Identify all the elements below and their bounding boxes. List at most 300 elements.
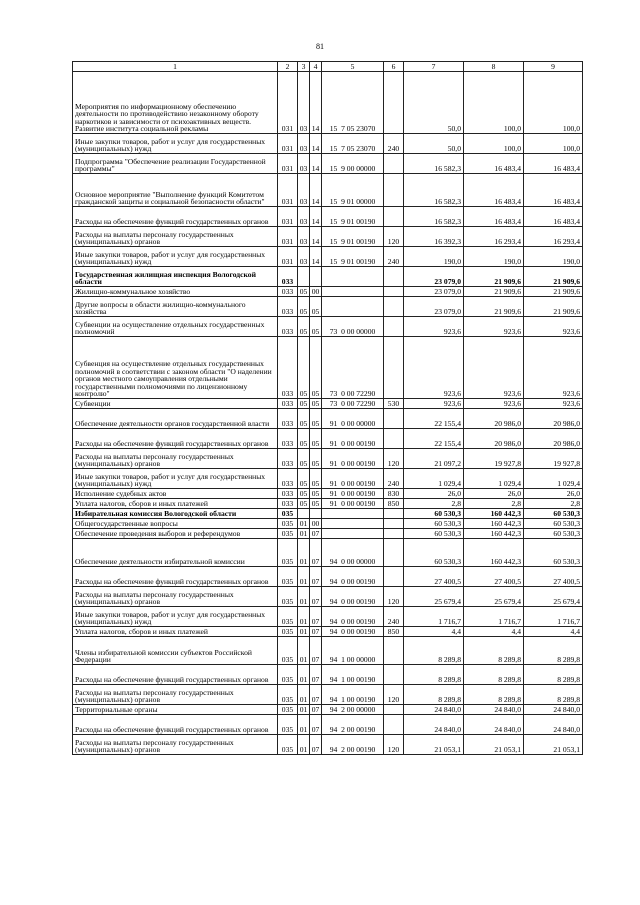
expense-type-code: 530 (384, 399, 404, 409)
section-code: 01 (298, 665, 310, 685)
amount-col8: 1 029,4 (464, 469, 524, 489)
section-code: 05 (298, 297, 310, 317)
amount-col9: 60 530,3 (524, 509, 583, 519)
ministry-code: 035 (278, 685, 298, 705)
amount-col7: 190,0 (404, 247, 464, 267)
expense-type-code: 120 (384, 587, 404, 607)
amount-col8: 100,0 (464, 134, 524, 154)
table-row (73, 607, 583, 627)
target-article-code: 94 0 00 00190 (322, 607, 384, 627)
header-cell: 4 (310, 62, 322, 72)
ministry-code: 035 (278, 567, 298, 587)
amount-col9: 26,0 (524, 489, 583, 499)
section-code (298, 509, 310, 519)
row-name: Иные закупки товаров, работ и услуг для государственных (муниципальных) нужд (73, 607, 278, 627)
amount-col9: 923,6 (524, 399, 583, 409)
amount-col7: 923,6 (404, 399, 464, 409)
expense-type-code (384, 297, 404, 317)
target-article-code: 94 0 00 00190 (322, 567, 384, 587)
subsection-code: 07 (310, 539, 322, 567)
table-row (73, 539, 583, 567)
amount-col8: 24 840,0 (464, 705, 524, 715)
row-name: Субвенции (73, 399, 278, 409)
section-code: 03 (298, 247, 310, 267)
amount-col8: 8 289,8 (464, 685, 524, 705)
row-name: Государственная жилищная инспекция Вологодской области (73, 267, 278, 287)
expense-type-code (384, 705, 404, 715)
target-article-code: 94 2 00 00190 (322, 735, 384, 755)
amount-col9: 16 483,4 (524, 174, 583, 207)
amount-col9: 100,0 (524, 72, 583, 134)
table-row (73, 72, 583, 134)
ministry-code: 033 (278, 469, 298, 489)
table-row (73, 627, 583, 637)
target-article-code: 73 0 00 72290 (322, 399, 384, 409)
amount-col8: 4,4 (464, 627, 524, 637)
table-row (73, 665, 583, 685)
amount-col9: 20 986,0 (524, 429, 583, 449)
amount-col8: 923,6 (464, 337, 524, 399)
ministry-code: 035 (278, 519, 298, 529)
table-row (73, 154, 583, 174)
table-row (73, 587, 583, 607)
section-code: 03 (298, 227, 310, 247)
amount-col9: 190,0 (524, 247, 583, 267)
subsection-code: 07 (310, 685, 322, 705)
target-article-code: 94 0 00 00190 (322, 627, 384, 637)
amount-col9: 8 289,8 (524, 665, 583, 685)
ministry-code: 033 (278, 317, 298, 337)
ministry-code: 031 (278, 72, 298, 134)
amount-col7: 22 155,4 (404, 409, 464, 429)
section-code: 01 (298, 685, 310, 705)
table-row (73, 529, 583, 539)
amount-col9: 16 483,4 (524, 207, 583, 227)
section-code: 05 (298, 469, 310, 489)
table-row (73, 337, 583, 399)
amount-col7: 8 289,8 (404, 665, 464, 685)
amount-col8: 160 442,3 (464, 509, 524, 519)
ministry-code: 035 (278, 705, 298, 715)
header-cell: 6 (384, 62, 404, 72)
target-article-code: 15 9 01 00190 (322, 207, 384, 227)
target-article-code: 94 2 00 00190 (322, 715, 384, 735)
row-name: Субвенции на осуществление отдельных государственных полномочий (73, 317, 278, 337)
ministry-code: 031 (278, 154, 298, 174)
amount-col9: 24 840,0 (524, 715, 583, 735)
section-code: 05 (298, 399, 310, 409)
expense-type-code (384, 429, 404, 449)
subsection-code: 14 (310, 134, 322, 154)
ministry-code: 033 (278, 409, 298, 429)
target-article-code: 73 0 00 00000 (322, 317, 384, 337)
subsection-code: 05 (310, 297, 322, 317)
section-code: 05 (298, 489, 310, 499)
amount-col8: 16 293,4 (464, 227, 524, 247)
section-code: 03 (298, 72, 310, 134)
table-row (73, 499, 583, 509)
table-row (73, 207, 583, 227)
expense-type-code: 830 (384, 489, 404, 499)
amount-col9: 24 840,0 (524, 705, 583, 715)
row-name: Иные закупки товаров, работ и услуг для государственных (муниципальных) нужд (73, 469, 278, 489)
amount-col8: 20 986,0 (464, 409, 524, 429)
amount-col8: 20 986,0 (464, 429, 524, 449)
amount-col9: 21 053,1 (524, 735, 583, 755)
amount-col7: 24 840,0 (404, 705, 464, 715)
ministry-code: 033 (278, 399, 298, 409)
table-row (73, 317, 583, 337)
amount-col8: 25 679,4 (464, 587, 524, 607)
amount-col7: 23 079,0 (404, 267, 464, 287)
amount-col9: 100,0 (524, 134, 583, 154)
subsection-code: 05 (310, 469, 322, 489)
expense-type-code (384, 665, 404, 685)
expense-type-code (384, 567, 404, 587)
subsection-code: 07 (310, 637, 322, 665)
amount-col7: 23 079,0 (404, 287, 464, 297)
amount-col7: 50,0 (404, 72, 464, 134)
subsection-code: 05 (310, 409, 322, 429)
amount-col8: 1 716,7 (464, 607, 524, 627)
subsection-code: 14 (310, 227, 322, 247)
subsection-code: 00 (310, 287, 322, 297)
target-article-code: 91 0 00 00190 (322, 469, 384, 489)
row-name: Территориальные органы (73, 705, 278, 715)
expense-type-code (384, 529, 404, 539)
ministry-code: 033 (278, 337, 298, 399)
expense-type-code (384, 267, 404, 287)
table-row (73, 567, 583, 587)
ministry-code: 035 (278, 529, 298, 539)
ministry-code: 035 (278, 509, 298, 519)
target-article-code: 94 0 00 00000 (322, 539, 384, 567)
row-name: Избирательная комиссия Вологодской области (73, 509, 278, 519)
target-article-code: 94 0 00 00190 (322, 587, 384, 607)
row-name: Другие вопросы в области жилищно-коммунального хозяйства (73, 297, 278, 317)
target-article-code (322, 529, 384, 539)
ministry-code: 033 (278, 489, 298, 499)
table-row (73, 429, 583, 449)
table-row (73, 297, 583, 317)
amount-col9: 20 986,0 (524, 409, 583, 429)
target-article-code: 94 1 00 00190 (322, 665, 384, 685)
section-code: 01 (298, 607, 310, 627)
ministry-code: 033 (278, 429, 298, 449)
table-row (73, 287, 583, 297)
amount-col8: 923,6 (464, 399, 524, 409)
subsection-code: 05 (310, 489, 322, 499)
amount-col8: 16 483,4 (464, 154, 524, 174)
table-row (73, 399, 583, 409)
amount-col8: 21 909,6 (464, 267, 524, 287)
amount-col9: 1 029,4 (524, 469, 583, 489)
amount-col8: 16 483,4 (464, 174, 524, 207)
header-cell: 5 (322, 62, 384, 72)
section-code: 01 (298, 637, 310, 665)
amount-col8: 26,0 (464, 489, 524, 499)
amount-col9: 21 909,6 (524, 297, 583, 317)
row-name: Расходы на выплаты персоналу государственных (муниципальных) органов (73, 685, 278, 705)
section-code: 03 (298, 174, 310, 207)
expense-type-code (384, 72, 404, 134)
expense-type-code (384, 715, 404, 735)
amount-col9: 8 289,8 (524, 637, 583, 665)
row-name: Расходы на обеспечение функций государственных органов (73, 715, 278, 735)
expense-type-code: 120 (384, 735, 404, 755)
ministry-code: 031 (278, 174, 298, 207)
row-name: Расходы на обеспечение функций государственных органов (73, 665, 278, 685)
section-code: 05 (298, 429, 310, 449)
expense-type-code (384, 509, 404, 519)
row-name: Субвенция на осуществление отдельных государственных полномочий в соответствии с законом области "О наделении органов местного самоуправления отдельными государственными полномочиями по лицензионному контролю" (73, 337, 278, 399)
section-code: 03 (298, 207, 310, 227)
amount-col9: 16 293,4 (524, 227, 583, 247)
amount-col7: 16 582,3 (404, 154, 464, 174)
target-article-code (322, 509, 384, 519)
amount-col8: 160 442,3 (464, 519, 524, 529)
section-code: 01 (298, 519, 310, 529)
target-article-code: 91 0 00 00190 (322, 499, 384, 509)
amount-col7: 16 582,3 (404, 174, 464, 207)
amount-col7: 25 679,4 (404, 587, 464, 607)
section-code: 05 (298, 337, 310, 399)
amount-col7: 16 392,3 (404, 227, 464, 247)
target-article-code: 91 0 00 00190 (322, 449, 384, 469)
table-row (73, 449, 583, 469)
ministry-code: 033 (278, 287, 298, 297)
target-article-code: 91 0 00 00000 (322, 409, 384, 429)
subsection-code: 05 (310, 317, 322, 337)
amount-col7: 27 400,5 (404, 567, 464, 587)
table-row (73, 409, 583, 429)
expense-type-code: 120 (384, 685, 404, 705)
row-name: Расходы на выплаты персоналу государственных (муниципальных) органов (73, 735, 278, 755)
amount-col7: 24 840,0 (404, 715, 464, 735)
amount-col9: 21 909,6 (524, 267, 583, 287)
target-article-code: 15 7 05 23070 (322, 72, 384, 134)
ministry-code: 033 (278, 499, 298, 509)
subsection-code: 07 (310, 705, 322, 715)
amount-col7: 21 097,2 (404, 449, 464, 469)
ministry-code: 033 (278, 449, 298, 469)
amount-col7: 1 029,4 (404, 469, 464, 489)
section-code: 01 (298, 627, 310, 637)
expense-type-code (384, 317, 404, 337)
target-article-code: 15 9 01 00000 (322, 174, 384, 207)
amount-col8: 16 483,4 (464, 207, 524, 227)
table-row (73, 715, 583, 735)
expense-type-code (384, 207, 404, 227)
table-row (73, 735, 583, 755)
row-name: Расходы на обеспечение функций государственных органов (73, 429, 278, 449)
row-name: Уплата налогов, сборов и иных платежей (73, 499, 278, 509)
target-article-code: 15 9 00 00000 (322, 154, 384, 174)
row-name: Мероприятия по информационному обеспечению деятельности по противодействию незаконному обороту наркотиков и зависимости от психоактивных веществ. Развитие института социальной рекламы (73, 72, 278, 134)
amount-col9: 60 530,3 (524, 529, 583, 539)
row-name: Расходы на выплаты персоналу государственных (муниципальных) органов (73, 587, 278, 607)
row-name: Члены избирательной комиссии субъектов Российской Федерации (73, 637, 278, 665)
amount-col8: 160 442,3 (464, 529, 524, 539)
amount-col7: 2,8 (404, 499, 464, 509)
subsection-code: 05 (310, 499, 322, 509)
expense-type-code (384, 154, 404, 174)
target-article-code: 91 0 00 00190 (322, 489, 384, 499)
expense-type-code: 240 (384, 134, 404, 154)
table-row (73, 247, 583, 267)
subsection-code (310, 267, 322, 287)
row-name: Уплата налогов, сборов и иных платежей (73, 627, 278, 637)
header-cell: 9 (524, 62, 583, 72)
amount-col9: 19 927,8 (524, 449, 583, 469)
target-article-code (322, 267, 384, 287)
subsection-code: 07 (310, 587, 322, 607)
row-name: Общегосударственные вопросы (73, 519, 278, 529)
amount-col7: 23 079,0 (404, 297, 464, 317)
subsection-code: 14 (310, 207, 322, 227)
ministry-code: 031 (278, 207, 298, 227)
subsection-code: 14 (310, 72, 322, 134)
ministry-code: 031 (278, 134, 298, 154)
target-article-code (322, 519, 384, 529)
expense-type-code (384, 287, 404, 297)
subsection-code: 05 (310, 429, 322, 449)
amount-col7: 923,6 (404, 317, 464, 337)
section-code: 05 (298, 449, 310, 469)
row-name: Обеспечение деятельности избирательной комиссии (73, 539, 278, 567)
ministry-code: 031 (278, 247, 298, 267)
target-article-code (322, 287, 384, 297)
section-code (298, 267, 310, 287)
subsection-code: 07 (310, 607, 322, 627)
target-article-code: 15 9 01 00190 (322, 247, 384, 267)
amount-col7: 8 289,8 (404, 685, 464, 705)
section-code: 05 (298, 409, 310, 429)
ministry-code: 035 (278, 735, 298, 755)
ministry-code: 035 (278, 665, 298, 685)
table-row (73, 227, 583, 247)
subsection-code: 05 (310, 449, 322, 469)
section-code: 01 (298, 567, 310, 587)
header-cell: 1 (73, 62, 278, 72)
table-row (73, 174, 583, 207)
target-article-code (322, 297, 384, 317)
section-code: 01 (298, 539, 310, 567)
header-cell: 2 (278, 62, 298, 72)
amount-col7: 60 530,3 (404, 519, 464, 529)
amount-col9: 8 289,8 (524, 685, 583, 705)
expense-type-code: 120 (384, 449, 404, 469)
section-code: 03 (298, 134, 310, 154)
amount-col9: 2,8 (524, 499, 583, 509)
amount-col8: 24 840,0 (464, 715, 524, 735)
amount-col8: 2,8 (464, 499, 524, 509)
subsection-code: 05 (310, 337, 322, 399)
target-article-code: 94 1 00 00190 (322, 685, 384, 705)
header-cell: 8 (464, 62, 524, 72)
amount-col9: 16 483,4 (524, 154, 583, 174)
subsection-code: 07 (310, 529, 322, 539)
expense-type-code: 120 (384, 227, 404, 247)
header-cell: 7 (404, 62, 464, 72)
row-name: Основное мероприятие "Выполнение функций Комитетом гражданской защиты и социальной безопасности области" (73, 174, 278, 207)
table-row (73, 489, 583, 499)
table-row (73, 267, 583, 287)
row-name: Расходы на обеспечение функций государственных органов (73, 567, 278, 587)
ministry-code: 035 (278, 627, 298, 637)
row-name: Обеспечение проведения выборов и референдумов (73, 529, 278, 539)
amount-col7: 22 155,4 (404, 429, 464, 449)
table-body (73, 72, 583, 755)
ministry-code: 033 (278, 267, 298, 287)
ministry-code: 035 (278, 637, 298, 665)
amount-col8: 19 927,8 (464, 449, 524, 469)
amount-col7: 16 582,3 (404, 207, 464, 227)
amount-col9: 25 679,4 (524, 587, 583, 607)
expense-type-code: 850 (384, 627, 404, 637)
subsection-code: 14 (310, 154, 322, 174)
amount-col8: 21 909,6 (464, 287, 524, 297)
amount-col9: 1 716,7 (524, 607, 583, 627)
amount-col9: 4,4 (524, 627, 583, 637)
table-row (73, 134, 583, 154)
amount-col7: 4,4 (404, 627, 464, 637)
section-code: 01 (298, 705, 310, 715)
row-name: Подпрограмма "Обеспечение реализации Государственной программы" (73, 154, 278, 174)
expense-type-code (384, 519, 404, 529)
expense-type-code (384, 337, 404, 399)
amount-col9: 21 909,6 (524, 287, 583, 297)
amount-col7: 8 289,8 (404, 637, 464, 665)
target-article-code: 91 0 00 00190 (322, 429, 384, 449)
row-name: Обеспечение деятельности органов государственной власти (73, 409, 278, 429)
amount-col7: 923,6 (404, 337, 464, 399)
subsection-code: 07 (310, 567, 322, 587)
row-name: Иные закупки товаров, работ и услуг для государственных (муниципальных) нужд (73, 134, 278, 154)
row-name: Жилищно-коммунальное хозяйство (73, 287, 278, 297)
table-row (73, 469, 583, 489)
budget-table (72, 61, 583, 755)
amount-col9: 923,6 (524, 317, 583, 337)
amount-col8: 923,6 (464, 317, 524, 337)
section-code: 05 (298, 317, 310, 337)
ministry-code: 035 (278, 715, 298, 735)
table-row (73, 519, 583, 529)
expense-type-code (384, 174, 404, 207)
expense-type-code (384, 409, 404, 429)
amount-col7: 60 530,3 (404, 509, 464, 519)
section-code: 01 (298, 587, 310, 607)
row-name: Исполнение судебных актов (73, 489, 278, 499)
subsection-code: 00 (310, 519, 322, 529)
subsection-code: 14 (310, 174, 322, 207)
target-article-code: 15 9 01 00190 (322, 227, 384, 247)
target-article-code: 15 7 05 23070 (322, 134, 384, 154)
header-row (73, 62, 583, 72)
section-code: 05 (298, 499, 310, 509)
row-name: Расходы на выплаты персоналу государственных (муниципальных) органов (73, 227, 278, 247)
amount-col8: 100,0 (464, 72, 524, 134)
page-number: 81 (316, 42, 324, 51)
ministry-code: 035 (278, 587, 298, 607)
section-code: 05 (298, 287, 310, 297)
section-code: 01 (298, 735, 310, 755)
ministry-code: 035 (278, 539, 298, 567)
subsection-code: 07 (310, 715, 322, 735)
section-code: 01 (298, 715, 310, 735)
expense-type-code: 240 (384, 607, 404, 627)
header-cell: 3 (298, 62, 310, 72)
